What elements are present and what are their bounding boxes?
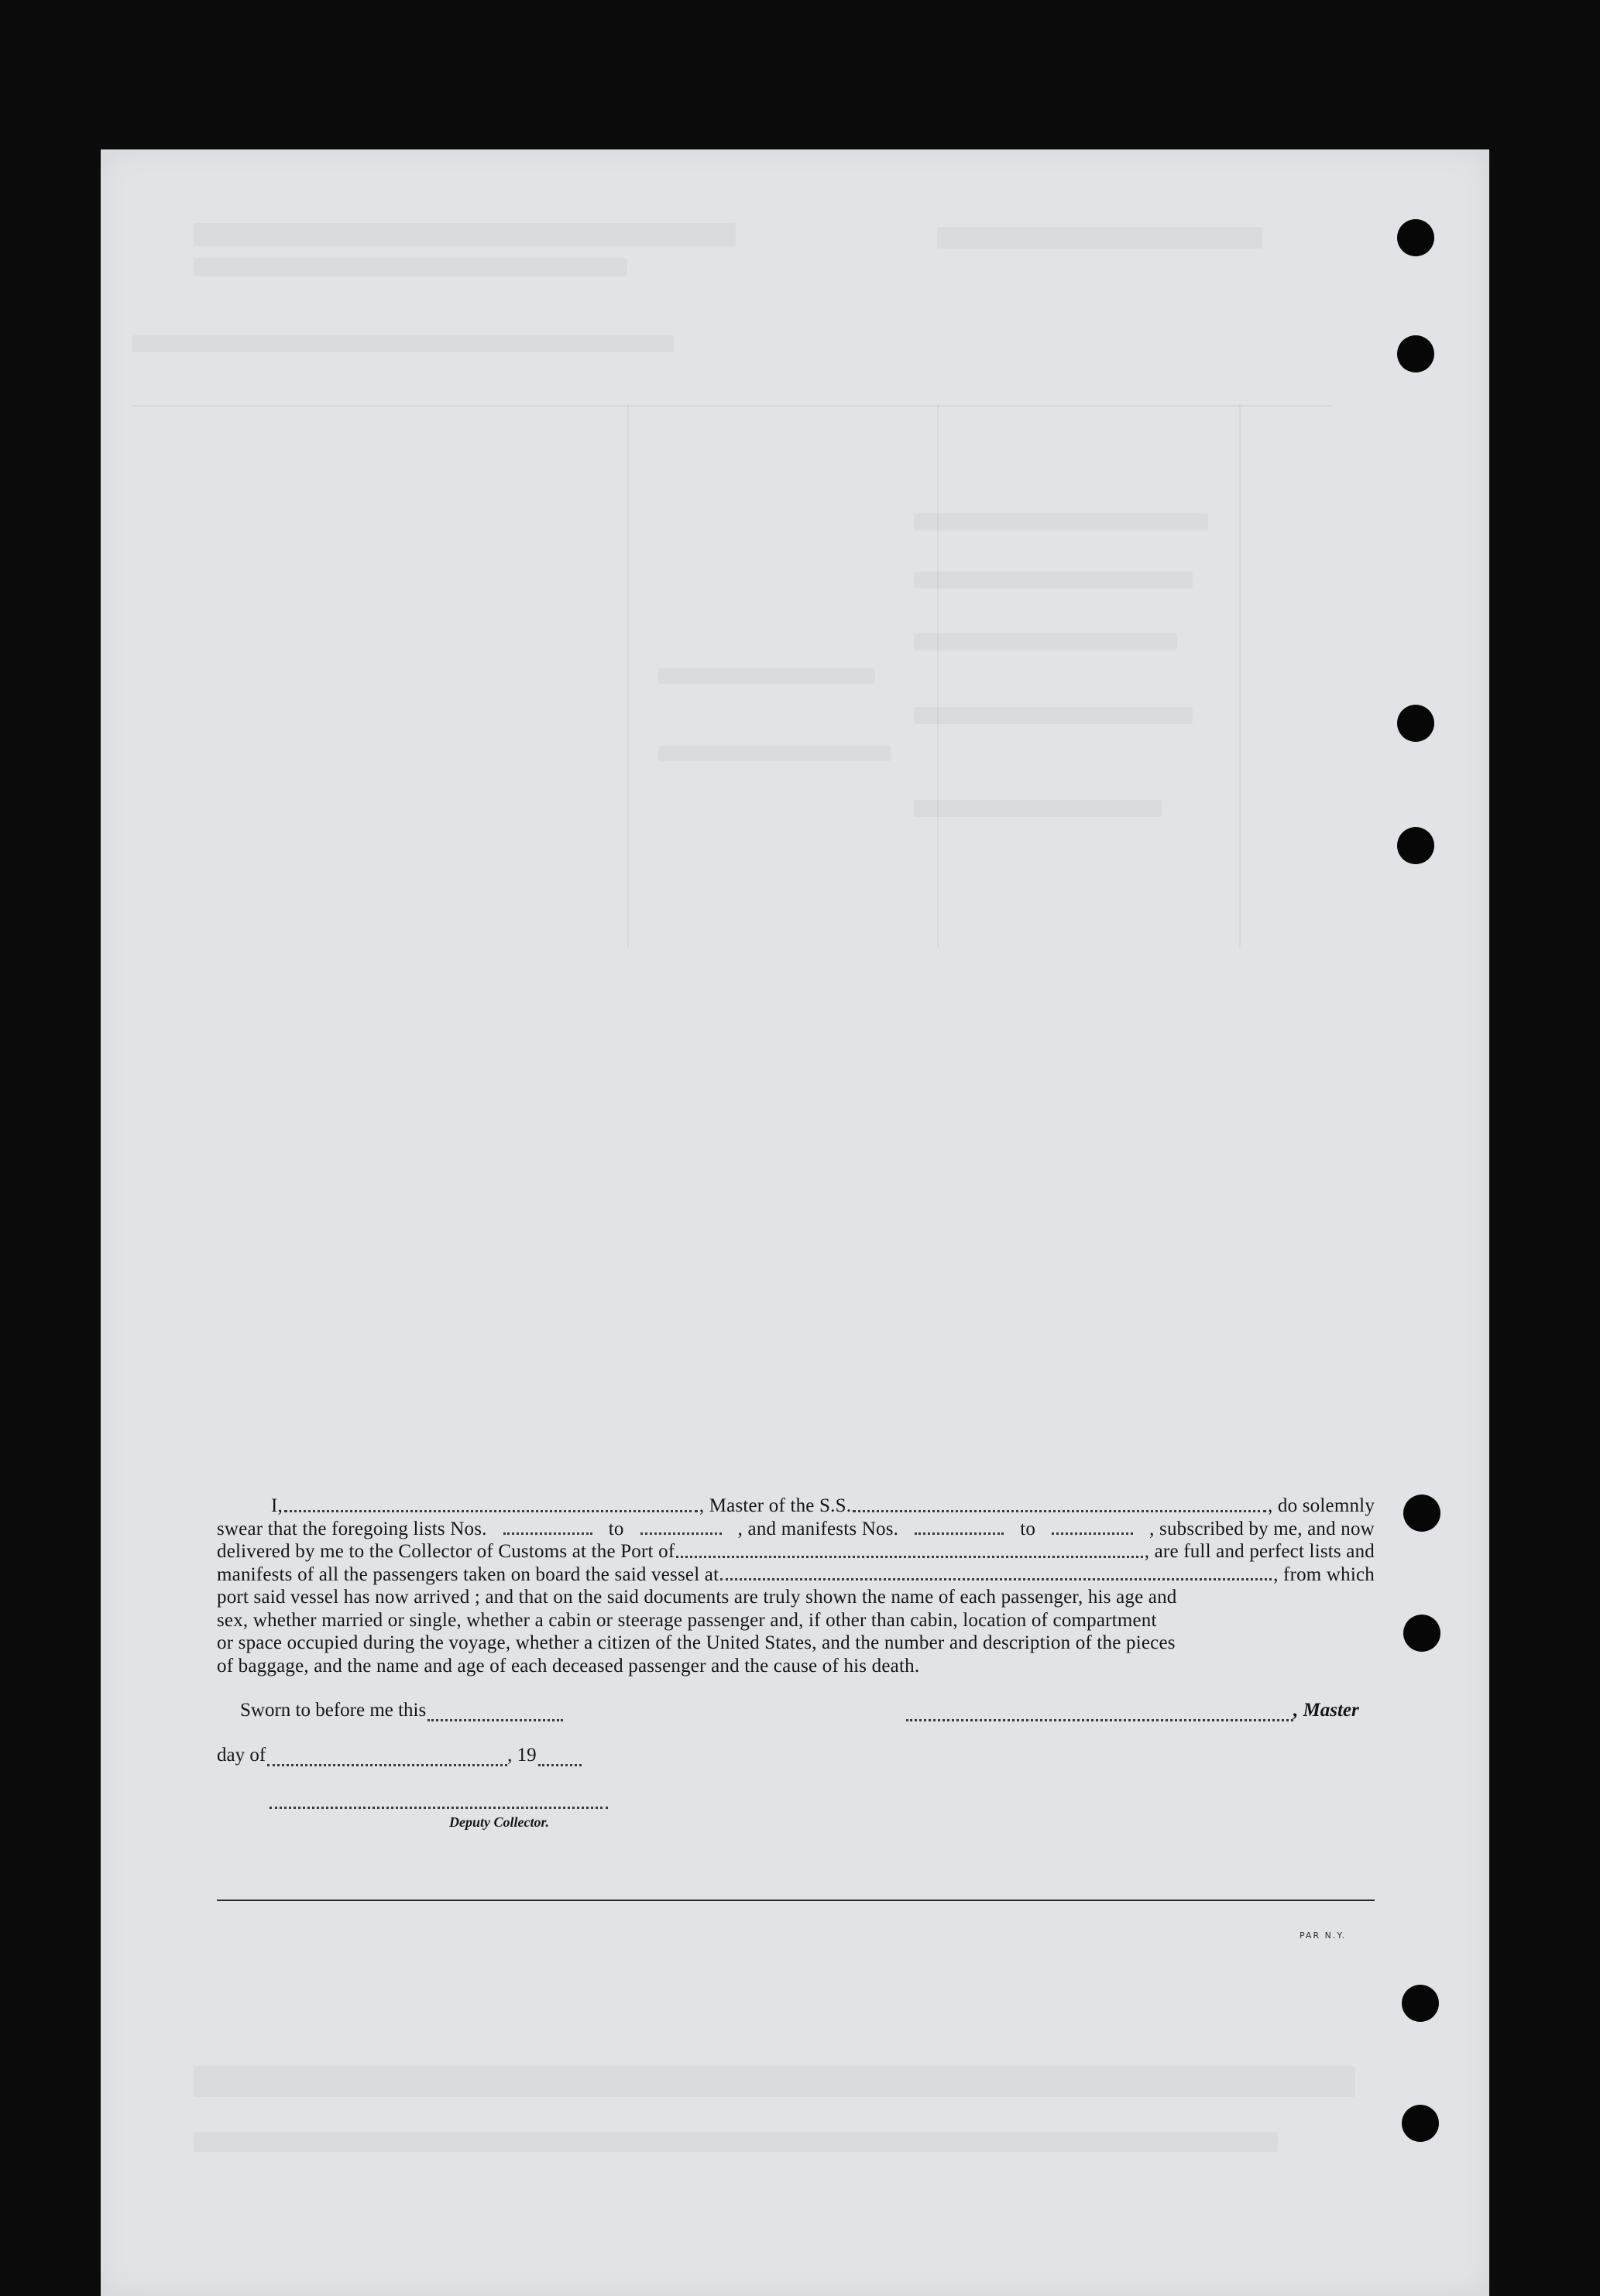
year-prefix-text: , 19 — [507, 1745, 537, 1766]
oath-line — [217, 1495, 1375, 1518]
oath-text: , and manifests Nos. — [737, 1518, 899, 1539]
oath-text: , subscribed by me, and now — [1149, 1518, 1375, 1539]
oath-text: , Master of the S.S. — [699, 1495, 852, 1516]
blank-year — [538, 1749, 582, 1766]
punch-hole — [1397, 827, 1434, 864]
blank-sworn-day — [427, 1704, 563, 1721]
oath-line — [217, 1586, 1375, 1609]
punch-hole — [1402, 1985, 1439, 2022]
bleed-through-footer — [194, 2066, 1355, 2097]
oath-text: sex, whether married or single, whether a cabin or steerage passenger and, if other than cabin, location of compartment — [217, 1609, 1157, 1631]
bleed-through-footer — [194, 2132, 1278, 2152]
bleed-through-header — [194, 258, 627, 276]
sworn-text: Sworn to before me this — [240, 1700, 427, 1721]
punch-hole — [1397, 335, 1434, 372]
bleed-through-entry — [914, 800, 1162, 817]
oath-line — [217, 1518, 1375, 1541]
oath-text: , from which — [1273, 1563, 1375, 1585]
oath-text: to — [608, 1518, 624, 1539]
oath-line — [217, 1632, 1375, 1655]
deputy-signature-line — [270, 1791, 608, 1809]
bottom-rule — [217, 1900, 1375, 1901]
bleed-through-rule — [132, 405, 1332, 407]
bleed-through-entry — [914, 571, 1193, 589]
blank-deputy-signature — [270, 1791, 608, 1809]
deputy-collector-label: Deputy Collector. — [449, 1814, 549, 1830]
day-of-line — [217, 1745, 582, 1766]
printer-mark: PAR N.Y. — [1300, 1930, 1347, 1941]
blank-manifest-to — [1052, 1518, 1133, 1536]
bleed-through-header — [194, 223, 736, 246]
bleed-through-header — [937, 227, 1262, 249]
oath-text: to — [1020, 1518, 1036, 1539]
bleed-through-column — [1239, 405, 1241, 947]
deputy-caption — [449, 1814, 549, 1831]
master-signature-line — [906, 1700, 1359, 1721]
bleed-through-header — [132, 335, 674, 352]
bleed-through-column — [937, 405, 939, 947]
oath-text: or space occupied during the voyage, whether a citizen of the United States, and the number and description of the pieces — [217, 1632, 1176, 1653]
punch-hole — [1403, 1615, 1440, 1652]
blank-port — [676, 1540, 1142, 1558]
blank-month — [267, 1749, 507, 1766]
oath-text: , are full and perfect lists and — [1144, 1541, 1375, 1562]
blank-ship-name — [853, 1495, 1266, 1512]
sworn-line — [240, 1700, 563, 1721]
oath-line — [217, 1609, 1375, 1632]
bleed-through-entry — [914, 633, 1177, 650]
oath-text: I, — [271, 1495, 283, 1516]
oath-line — [217, 1563, 1375, 1587]
oath-text: delivered by me to the Collector of Customs at the Port of — [217, 1541, 675, 1562]
oath-line — [217, 1655, 1375, 1678]
punch-hole — [1402, 2105, 1439, 2142]
oath-text: manifests of all the passengers taken on board the said vessel at — [217, 1563, 719, 1585]
day-of-text: day of — [217, 1745, 266, 1766]
bleed-through-entry — [658, 668, 875, 684]
bleed-through-entry — [914, 513, 1208, 530]
blank-master-name — [284, 1495, 698, 1512]
manifest-page — [101, 149, 1489, 2296]
oath-text: , do solemnly — [1268, 1495, 1375, 1516]
bleed-through-column — [627, 405, 629, 947]
punch-hole — [1403, 1495, 1440, 1532]
punch-hole — [1397, 705, 1434, 742]
punch-hole — [1397, 219, 1434, 256]
blank-master-signature — [906, 1704, 1293, 1721]
oath-text: of baggage, and the name and age of each deceased passenger and the cause of his death. — [217, 1655, 920, 1677]
oath-text: port said vessel has now arrived ; and that on the said documents are truly shown the name of each passenger, his age and — [217, 1587, 1177, 1608]
blank-embarkation-port — [720, 1563, 1272, 1581]
blank-manifest-from — [915, 1518, 1004, 1536]
blank-list-from — [503, 1518, 592, 1536]
master-label: , Master — [1293, 1700, 1359, 1721]
blank-list-to — [640, 1518, 722, 1536]
oath-text: swear that the foregoing lists Nos. — [217, 1518, 487, 1539]
master-oath-paragraph — [217, 1495, 1375, 1677]
bleed-through-entry — [658, 746, 891, 761]
oath-line — [217, 1540, 1375, 1563]
bleed-through-entry — [914, 707, 1193, 724]
